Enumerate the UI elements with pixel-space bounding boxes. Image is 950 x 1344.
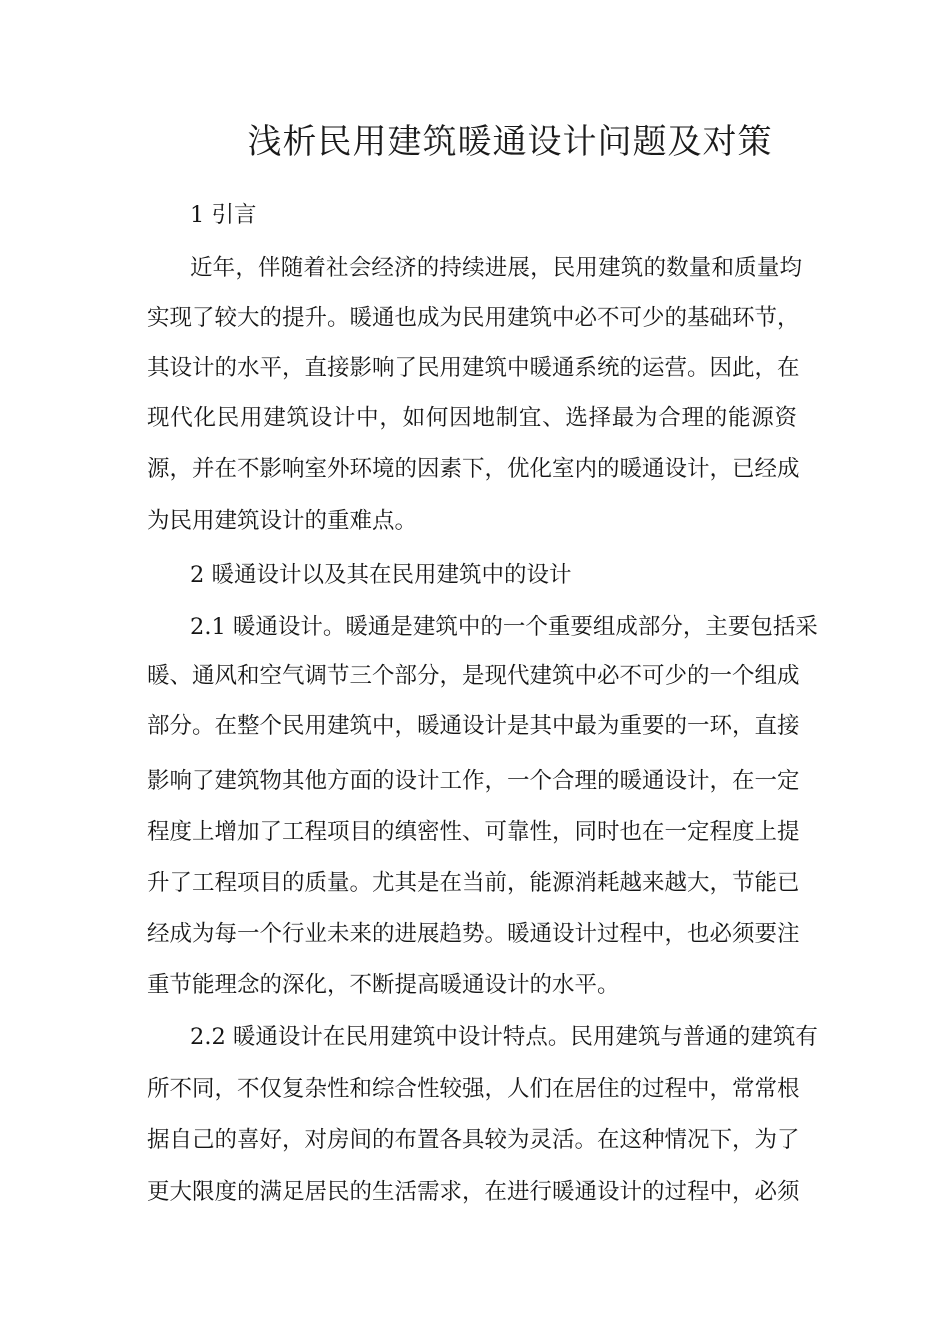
paragraph-line: 更大限度的满足居民的生活需求，在进行暖通设计的过程中，必须 [147, 1179, 800, 1205]
paragraph-line: 其设计的水平，直接影响了民用建筑中暖通系统的运营。因此，在 [147, 355, 800, 381]
paragraph-line: 2.1 暖通设计。暖通是建筑中的一个重要组成部分，主要包括采 [190, 614, 818, 640]
paragraph-line: 重节能理念的深化，不断提高暖通设计的水平。 [147, 972, 620, 998]
paragraph-line: 近年，伴随着社会经济的持续进展，民用建筑的数量和质量均 [190, 255, 802, 281]
paragraph-line: 影响了建筑物其他方面的设计工作，一个合理的暖通设计，在一定 [147, 768, 800, 794]
paragraph-line: 程度上增加了工程项目的缜密性、可靠性，同时也在一定程度上提 [147, 819, 800, 845]
paragraph-line: 所不同，不仅复杂性和综合性较强，人们在居住的过程中，常常根 [147, 1076, 800, 1102]
document-title: 浅析民用建筑暖通设计问题及对策 [247, 122, 773, 162]
paragraph-line: 为民用建筑设计的重难点。 [147, 508, 418, 534]
paragraph-line: 部分。在整个民用建筑中，暖通设计是其中最为重要的一环，直接 [147, 713, 800, 739]
paragraph-line: 源，并在不影响室外环境的因素下，优化室内的暖通设计，已经成 [147, 456, 800, 482]
paragraph-line: 2.2 暖通设计在民用建筑中设计特点。民用建筑与普通的建筑有 [190, 1024, 818, 1050]
paragraph-line: 升了工程项目的质量。尤其是在当前，能源消耗越来越大，节能已 [147, 870, 800, 896]
paragraph-line: 实现了较大的提升。暖通也成为民用建筑中必不可少的基础环节， [147, 305, 800, 331]
paragraph-line: 现代化民用建筑设计中，如何因地制宜、选择最为合理的能源资 [147, 405, 797, 431]
paragraph-line: 经成为每一个行业未来的进展趋势。暖通设计过程中，也必须要注 [147, 921, 800, 947]
section-heading-1: 1 引言 [190, 202, 257, 228]
paragraph-line: 暖、通风和空气调节三个部分，是现代建筑中必不可少的一个组成 [147, 663, 800, 689]
section-heading-2: 2 暖通设计以及其在民用建筑中的设计 [190, 562, 572, 588]
paragraph-line: 据自己的喜好，对房间的布置各具较为灵活。在这种情况下，为了 [147, 1127, 800, 1153]
